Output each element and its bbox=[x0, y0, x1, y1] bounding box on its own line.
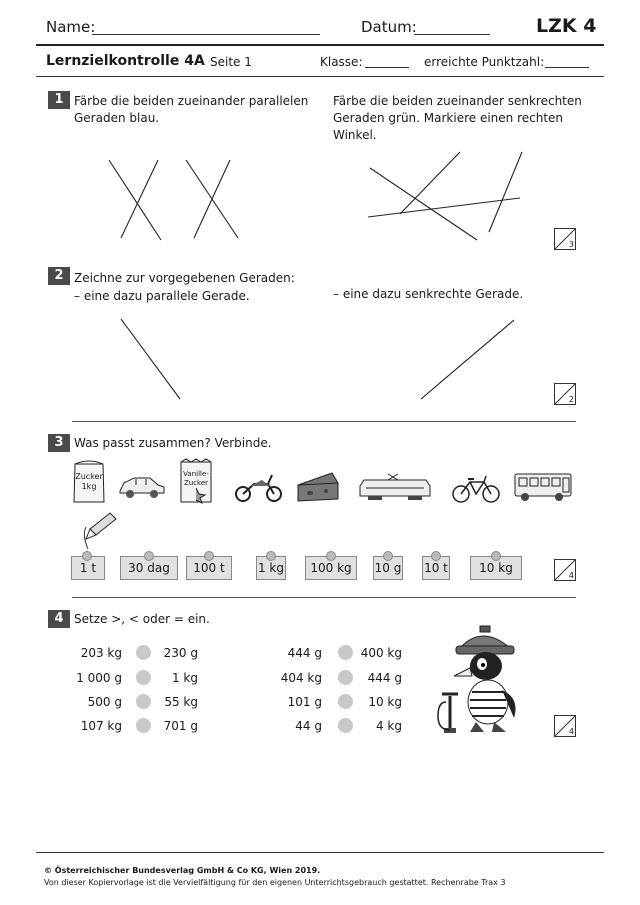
pin-icon bbox=[266, 551, 276, 561]
task2-right-text: – eine dazu senkrechte Gerade. bbox=[333, 287, 524, 301]
task-number: 1 bbox=[48, 91, 70, 109]
section-divider bbox=[72, 421, 576, 422]
task3-score-box[interactable]: 4 bbox=[554, 559, 576, 581]
compare-right-value: 230 g bbox=[163, 646, 198, 660]
name-label: Name: bbox=[46, 18, 96, 36]
pin-icon bbox=[431, 551, 441, 561]
task3-text: Was passt zusammen? Verbinde. bbox=[74, 436, 272, 450]
locomotive-icon[interactable] bbox=[358, 472, 432, 502]
bicycle-icon[interactable] bbox=[450, 472, 502, 504]
compare-left-value: 500 g bbox=[87, 695, 122, 709]
weight-card[interactable]: 10 kg bbox=[470, 556, 522, 580]
cheese-icon[interactable] bbox=[296, 471, 340, 503]
task2-left-text: Zeichne zur vorgegebenen Geraden: – eine dazu parallele Gerade. bbox=[74, 271, 295, 303]
date-label: Datum: bbox=[361, 18, 417, 36]
vanilla-sugar-label: Vanille- Zucker bbox=[183, 470, 209, 487]
weight-card[interactable]: 30 dag bbox=[120, 556, 178, 580]
compare-left-value: 203 kg bbox=[80, 646, 122, 660]
car-icon[interactable] bbox=[116, 473, 168, 501]
sugar-bag-label: Zucker 1kg bbox=[75, 472, 103, 491]
task-number: 2 bbox=[48, 267, 70, 285]
perpendicular-lines-set[interactable] bbox=[368, 152, 522, 240]
copyright-line: © Österreichischer Bundesverlag GmbH & Co KG, Wien 2019. bbox=[44, 866, 321, 875]
compare-left-value: 404 kg bbox=[280, 671, 322, 685]
page-title: Lernzielkontrolle 4A bbox=[46, 53, 205, 69]
weight-card[interactable]: 100 t bbox=[186, 556, 232, 580]
task-number: 4 bbox=[48, 610, 70, 628]
footer-divider bbox=[36, 852, 604, 853]
weight-card[interactable]: 10 g bbox=[373, 556, 403, 580]
compare-right-value: 1 kg bbox=[171, 671, 198, 685]
example-connection bbox=[60, 505, 130, 555]
compare-right-value: 55 kg bbox=[164, 695, 198, 709]
raven-mascot-icon bbox=[430, 618, 540, 740]
page-number: Seite 1 bbox=[210, 55, 252, 69]
task2-score-box[interactable]: 2 bbox=[554, 383, 576, 405]
compare-right-value: 10 kg bbox=[368, 695, 402, 709]
license-line: Von dieser Kopiervorlage ist die Vervielfältigung für den eigenen Unterrichtsgebrauch gestattet. Rechenrabe Trax 3 bbox=[44, 878, 506, 887]
parallel-lines-set[interactable] bbox=[109, 160, 238, 240]
task1-right-text: Färbe die beiden zueinander senkrechten Geraden grün. Markiere einen rechten Winkel. bbox=[333, 94, 582, 142]
compare-left-value: 107 kg bbox=[80, 719, 122, 733]
weight-card[interactable]: 1 kg bbox=[256, 556, 286, 580]
task1-left-text: Färbe die beiden zueinander parallelen Geraden blau. bbox=[74, 94, 309, 125]
weight-card[interactable]: 10 t bbox=[422, 556, 450, 580]
pin-icon bbox=[82, 551, 92, 561]
task1-score-box[interactable]: 3 bbox=[554, 228, 576, 250]
pin-icon bbox=[491, 551, 501, 561]
weight-card[interactable]: 100 kg bbox=[305, 556, 357, 580]
pencil-icon bbox=[86, 513, 116, 539]
compare-right-value: 444 g bbox=[367, 671, 402, 685]
section-divider bbox=[72, 597, 576, 598]
weight-card[interactable]: 1 t bbox=[71, 556, 105, 580]
points-label: erreichte Punktzahl: bbox=[424, 55, 545, 69]
compare-right-value: 4 kg bbox=[375, 719, 402, 733]
given-line-left[interactable] bbox=[121, 319, 180, 399]
compare-left-value: 44 g bbox=[295, 719, 322, 733]
pin-icon bbox=[383, 551, 393, 561]
compare-right-value: 400 kg bbox=[360, 646, 402, 660]
task4-text: Setze >, < oder = ein. bbox=[74, 612, 210, 626]
lzk-label: LZK 4 bbox=[536, 15, 597, 37]
compare-left-value: 101 g bbox=[287, 695, 322, 709]
pin-icon bbox=[326, 551, 336, 561]
task2-given-lines bbox=[0, 300, 640, 410]
compare-right-value: 701 g bbox=[163, 719, 198, 733]
given-line-right[interactable] bbox=[421, 320, 514, 399]
task4-score-box[interactable]: 4 bbox=[554, 715, 576, 737]
compare-left-value: 444 g bbox=[287, 646, 322, 660]
compare-left-value: 1 000 g bbox=[76, 671, 122, 685]
pin-icon bbox=[204, 551, 214, 561]
pin-icon bbox=[144, 551, 154, 561]
task-number: 3 bbox=[48, 434, 70, 452]
bus-icon[interactable] bbox=[513, 470, 573, 504]
class-label: Klasse: bbox=[320, 55, 363, 69]
motorbike-icon[interactable] bbox=[232, 470, 284, 504]
